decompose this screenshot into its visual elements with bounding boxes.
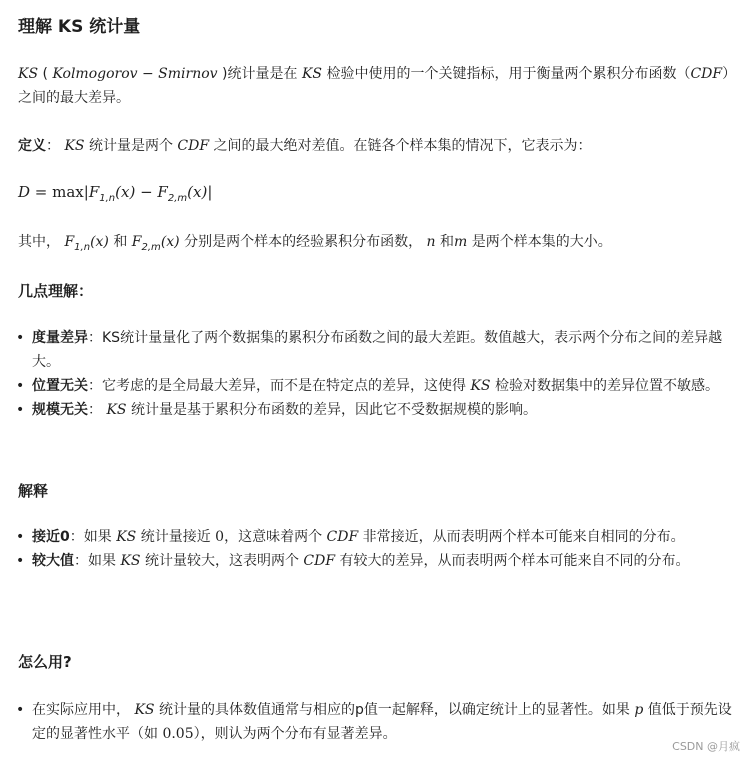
usage-text: 统计量的具体数值通常与相应的p值一起解释，以确定统计上的显著性。如果: [154, 702, 635, 718]
point-label: 位置无关: [32, 378, 88, 394]
paren-open: (: [42, 66, 53, 82]
interp-text: 统计量接近: [136, 529, 216, 545]
intro-text: 统计量是在: [227, 66, 302, 82]
formula-f2-sub: 2,m: [141, 241, 161, 253]
interp-text: ，这意味着两个: [224, 529, 327, 545]
formula-f1-sub: 1,n: [74, 241, 91, 253]
usage-text: 值低于预先设定的显著性水平（如: [32, 702, 732, 742]
n-symbol: n: [426, 234, 436, 250]
formula-f2: F: [131, 234, 142, 250]
paren-close: ): [217, 66, 228, 82]
points-heading: 几点理解：: [18, 282, 94, 300]
alpha-value: 0.05: [162, 726, 194, 742]
interp-text: ：如果: [69, 529, 117, 545]
definition-label: 定义: [18, 138, 46, 154]
usage-heading: 怎么用?: [18, 653, 72, 671]
usage-text: ），则认为两个分布有显著差异。: [193, 726, 397, 742]
ks-symbol: KS: [120, 553, 141, 569]
interp-text: ：如果: [74, 553, 121, 569]
ks-symbol: KS: [134, 702, 155, 718]
interp-text: 非常接近，从而表明两个样本可能来自相同的分布。: [358, 529, 685, 545]
interpretation-list: [0, 525, 740, 573]
point-text: ：KS统计量量化了两个数据集的累积分布函数之间的最大差距。数值越大，表示两个分布之间的差异越大。: [32, 330, 723, 370]
list-item: [0, 698, 740, 746]
point-text: ：: [88, 402, 102, 418]
ks-formula: [18, 183, 212, 204]
interp-text: 统计量较大，这表明两个: [140, 553, 304, 569]
where-text: 分别是两个样本的经验累积分布函数，: [179, 234, 423, 250]
cdf-symbol: CDF: [177, 138, 210, 154]
definition-text: 之间的最大绝对差值。在链各个样本集的情况下，它表示为：: [209, 138, 592, 154]
cdf-symbol: CDF: [326, 529, 359, 545]
point-text: ：它考虑的是全局最大差异，而不是在特定点的差异，这使得: [88, 378, 471, 394]
where-text: 其中，: [18, 234, 60, 250]
ks-symbol: KS: [116, 529, 137, 545]
where-paragraph: [18, 230, 734, 260]
list-item: [0, 525, 740, 549]
m-symbol: m: [454, 234, 468, 250]
point-text: 统计量是基于累积分布函数的差异，因此它不受数据规模的影响。: [126, 402, 537, 418]
formula-end: |: [207, 183, 213, 201]
formula-f2-sub: 2,m: [167, 193, 188, 204]
interp-label: 较大值: [32, 553, 74, 569]
formula-max: = max|: [30, 183, 89, 201]
watermark: CSDN @月疯: [672, 740, 740, 753]
list-item: [0, 398, 740, 422]
formula-f1: F: [64, 234, 75, 250]
colon: ：: [46, 138, 60, 154]
formula-minus: −: [135, 183, 158, 201]
formula-arg: (x): [187, 183, 208, 201]
point-label: 规模无关: [32, 402, 88, 418]
cdf-symbol: CDF: [690, 66, 723, 82]
formula-arg: (x): [115, 183, 136, 201]
interp-text: 有较大的差异，从而表明两个样本可能来自不同的分布。: [335, 553, 690, 569]
list-item: [0, 326, 740, 374]
list-item: [0, 549, 740, 573]
usage-list: [0, 698, 740, 746]
formula-lhs: D: [18, 183, 31, 201]
usage-text: 在实际应用中，: [32, 702, 130, 718]
intro-text: ）之间的最大差异。: [18, 66, 730, 106]
ks-symbol: KS: [64, 138, 85, 154]
definition-text: 统计量是两个: [84, 138, 178, 154]
where-text: 和: [435, 234, 455, 250]
intro-paragraph: [18, 62, 734, 110]
intro-text: 检验中使用的一个关键指标，用于衡量两个累积分布函数（: [322, 66, 691, 82]
formula-f2: F: [157, 183, 168, 201]
interp-label: 接近0: [32, 529, 70, 545]
interpretation-heading: 解释: [18, 482, 49, 500]
formula-f1-sub: 1,n: [99, 193, 116, 204]
ks-symbol: KS: [106, 402, 127, 418]
list-item: [0, 374, 740, 398]
p-symbol: p: [634, 702, 644, 718]
point-label: 度量差异: [32, 330, 88, 346]
zero-value: 0: [215, 529, 225, 545]
cdf-symbol: CDF: [303, 553, 336, 569]
definition-paragraph: [18, 134, 734, 158]
where-text: 是两个样本集的大小。: [467, 234, 612, 250]
ks-symbol: KS: [18, 66, 39, 82]
points-list: [0, 326, 740, 422]
ks-full-name: Kolmogorov − Smirnov: [52, 66, 218, 82]
formula-arg: (x): [90, 234, 109, 250]
ks-symbol: KS: [470, 378, 491, 394]
page-title: 理解 KS 统计量: [18, 17, 141, 37]
formula-arg: (x): [160, 234, 180, 250]
formula-f1: F: [88, 183, 100, 201]
point-text: 检验对数据集中的差异位置不敏感。: [490, 378, 719, 394]
ks-symbol: KS: [301, 66, 323, 82]
where-text: 和: [108, 234, 132, 250]
